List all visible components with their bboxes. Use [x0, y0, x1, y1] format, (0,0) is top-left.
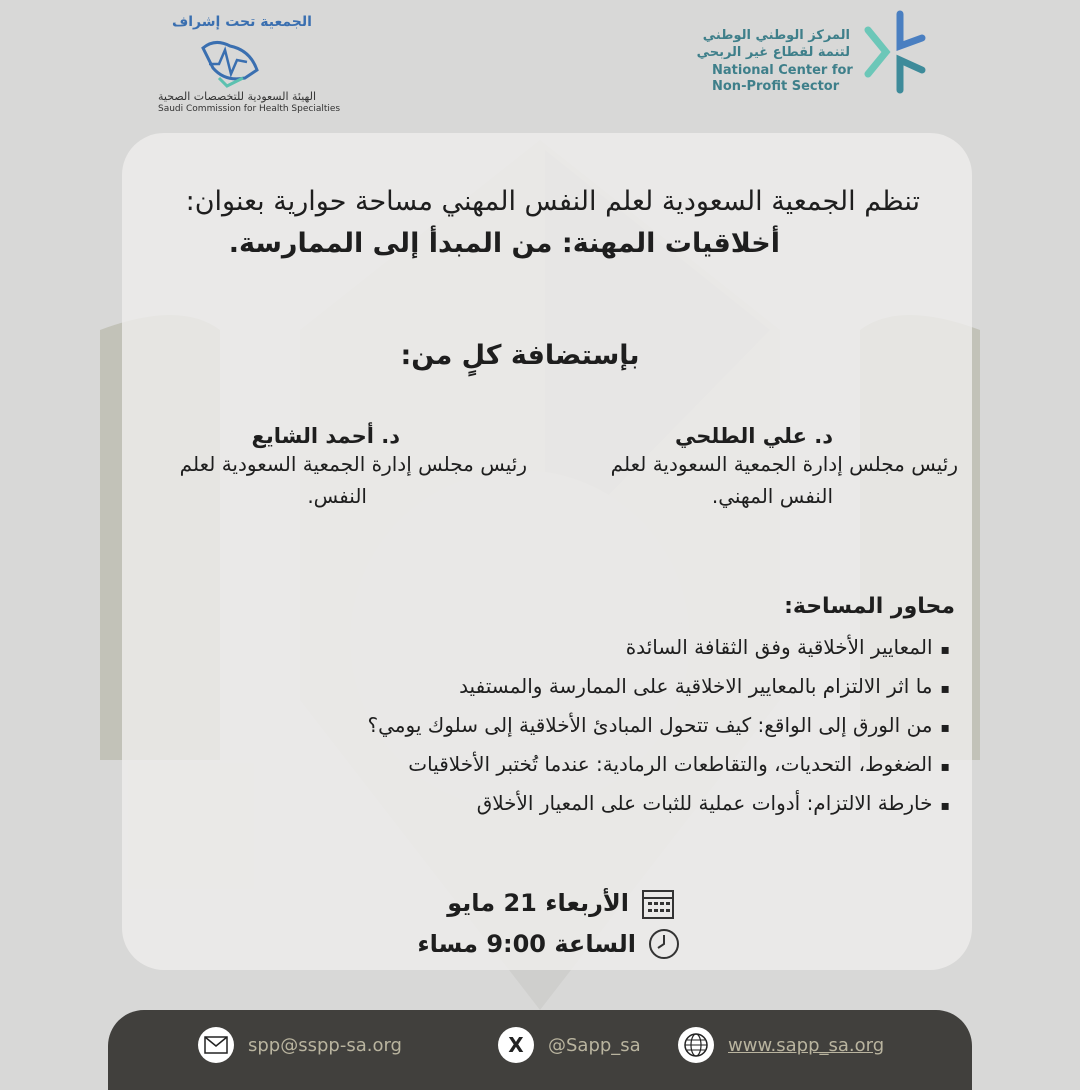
topic-item: ▪ الضغوط، التحديات، والتقاطعات الرمادية: عندما تُختبر الأخلاقيات — [368, 749, 951, 788]
event-title: أخلاقيات المهنة: من المبدأ إلى الممارسة. — [228, 228, 780, 259]
date-text: الأربعاء 21 مايو — [447, 889, 629, 917]
time-text: الساعة 9:00 مساء — [417, 930, 636, 958]
ncnp-name-en-2: Non-Profit Sector — [712, 79, 840, 94]
scfhs-name-en: Saudi Commission for Health Specialties — [158, 104, 341, 114]
mail-icon — [198, 1027, 234, 1063]
globe-icon — [678, 1027, 714, 1063]
topic-item: ▪ المعايير الأخلاقية وفق الثقافة السائدة — [368, 632, 951, 671]
scfhs-name-ar: الهيئة السعودية للتخصصات الصحية — [158, 90, 317, 103]
guests-heading: بإستضافة كلٍ من: — [400, 340, 640, 371]
topic-item: ▪ خارطة الالتزام: أدوات عملية للثبات على المعيار الأخلاق — [368, 788, 951, 827]
speaker-2 — [180, 424, 527, 512]
event-time — [417, 928, 680, 960]
ncnp-name-ar-2: لتنمة لقطاع غير الربحي — [696, 45, 850, 60]
speaker-desc: رئيس مجلس إدارة الجمعية السعودية لعلم — [610, 452, 958, 476]
intro-text: تنظم الجمعية السعودية لعلم النفس المهني مساحة حوارية بعنوان: — [185, 186, 920, 217]
email-contact[interactable] — [198, 1027, 402, 1063]
ncnp-name-en-1: National Center for — [712, 63, 853, 78]
topic-item: ▪ ما اثر الالتزام بالمعايير الاخلاقية على الممارسة والمستفيد — [368, 671, 951, 710]
contact-footer — [108, 1010, 972, 1090]
speaker-1 — [611, 424, 958, 512]
x-handle-text[interactable]: @Sapp_sa — [548, 1034, 641, 1056]
x-contact[interactable] — [498, 1027, 641, 1063]
clock-icon — [648, 928, 680, 960]
ncnp-emblem-icon — [862, 10, 927, 95]
speaker-desc: النفس المهني. — [711, 484, 833, 508]
topics-heading: محاور المساحة: — [784, 594, 955, 619]
ncnp-name-ar-1: المركز الوطني الوطني — [702, 28, 850, 43]
supervision-label: الجمعية تحت إشراف — [172, 14, 312, 30]
website-contact[interactable] — [678, 1027, 884, 1063]
speaker-desc: النفس. — [307, 484, 367, 508]
topics-list — [368, 632, 951, 827]
speaker-name: د. علي الطلحي — [674, 424, 833, 448]
email-text[interactable]: spp@sspp-sa.org — [248, 1034, 402, 1056]
x-logo-icon: X — [498, 1027, 534, 1063]
calendar-icon — [641, 886, 675, 920]
website-link[interactable]: www.sapp_sa.org — [728, 1034, 885, 1056]
event-date — [447, 886, 675, 920]
speaker-desc: رئيس مجلس إدارة الجمعية السعودية لعلم — [179, 452, 527, 476]
topic-item: ▪ من الورق إلى الواقع: كيف تتحول المبادئ الأخلاقية إلى سلوك يومي؟ — [368, 710, 951, 749]
speaker-name: د. أحمد الشايع — [251, 424, 400, 448]
saudi-map-icon — [195, 38, 265, 88]
